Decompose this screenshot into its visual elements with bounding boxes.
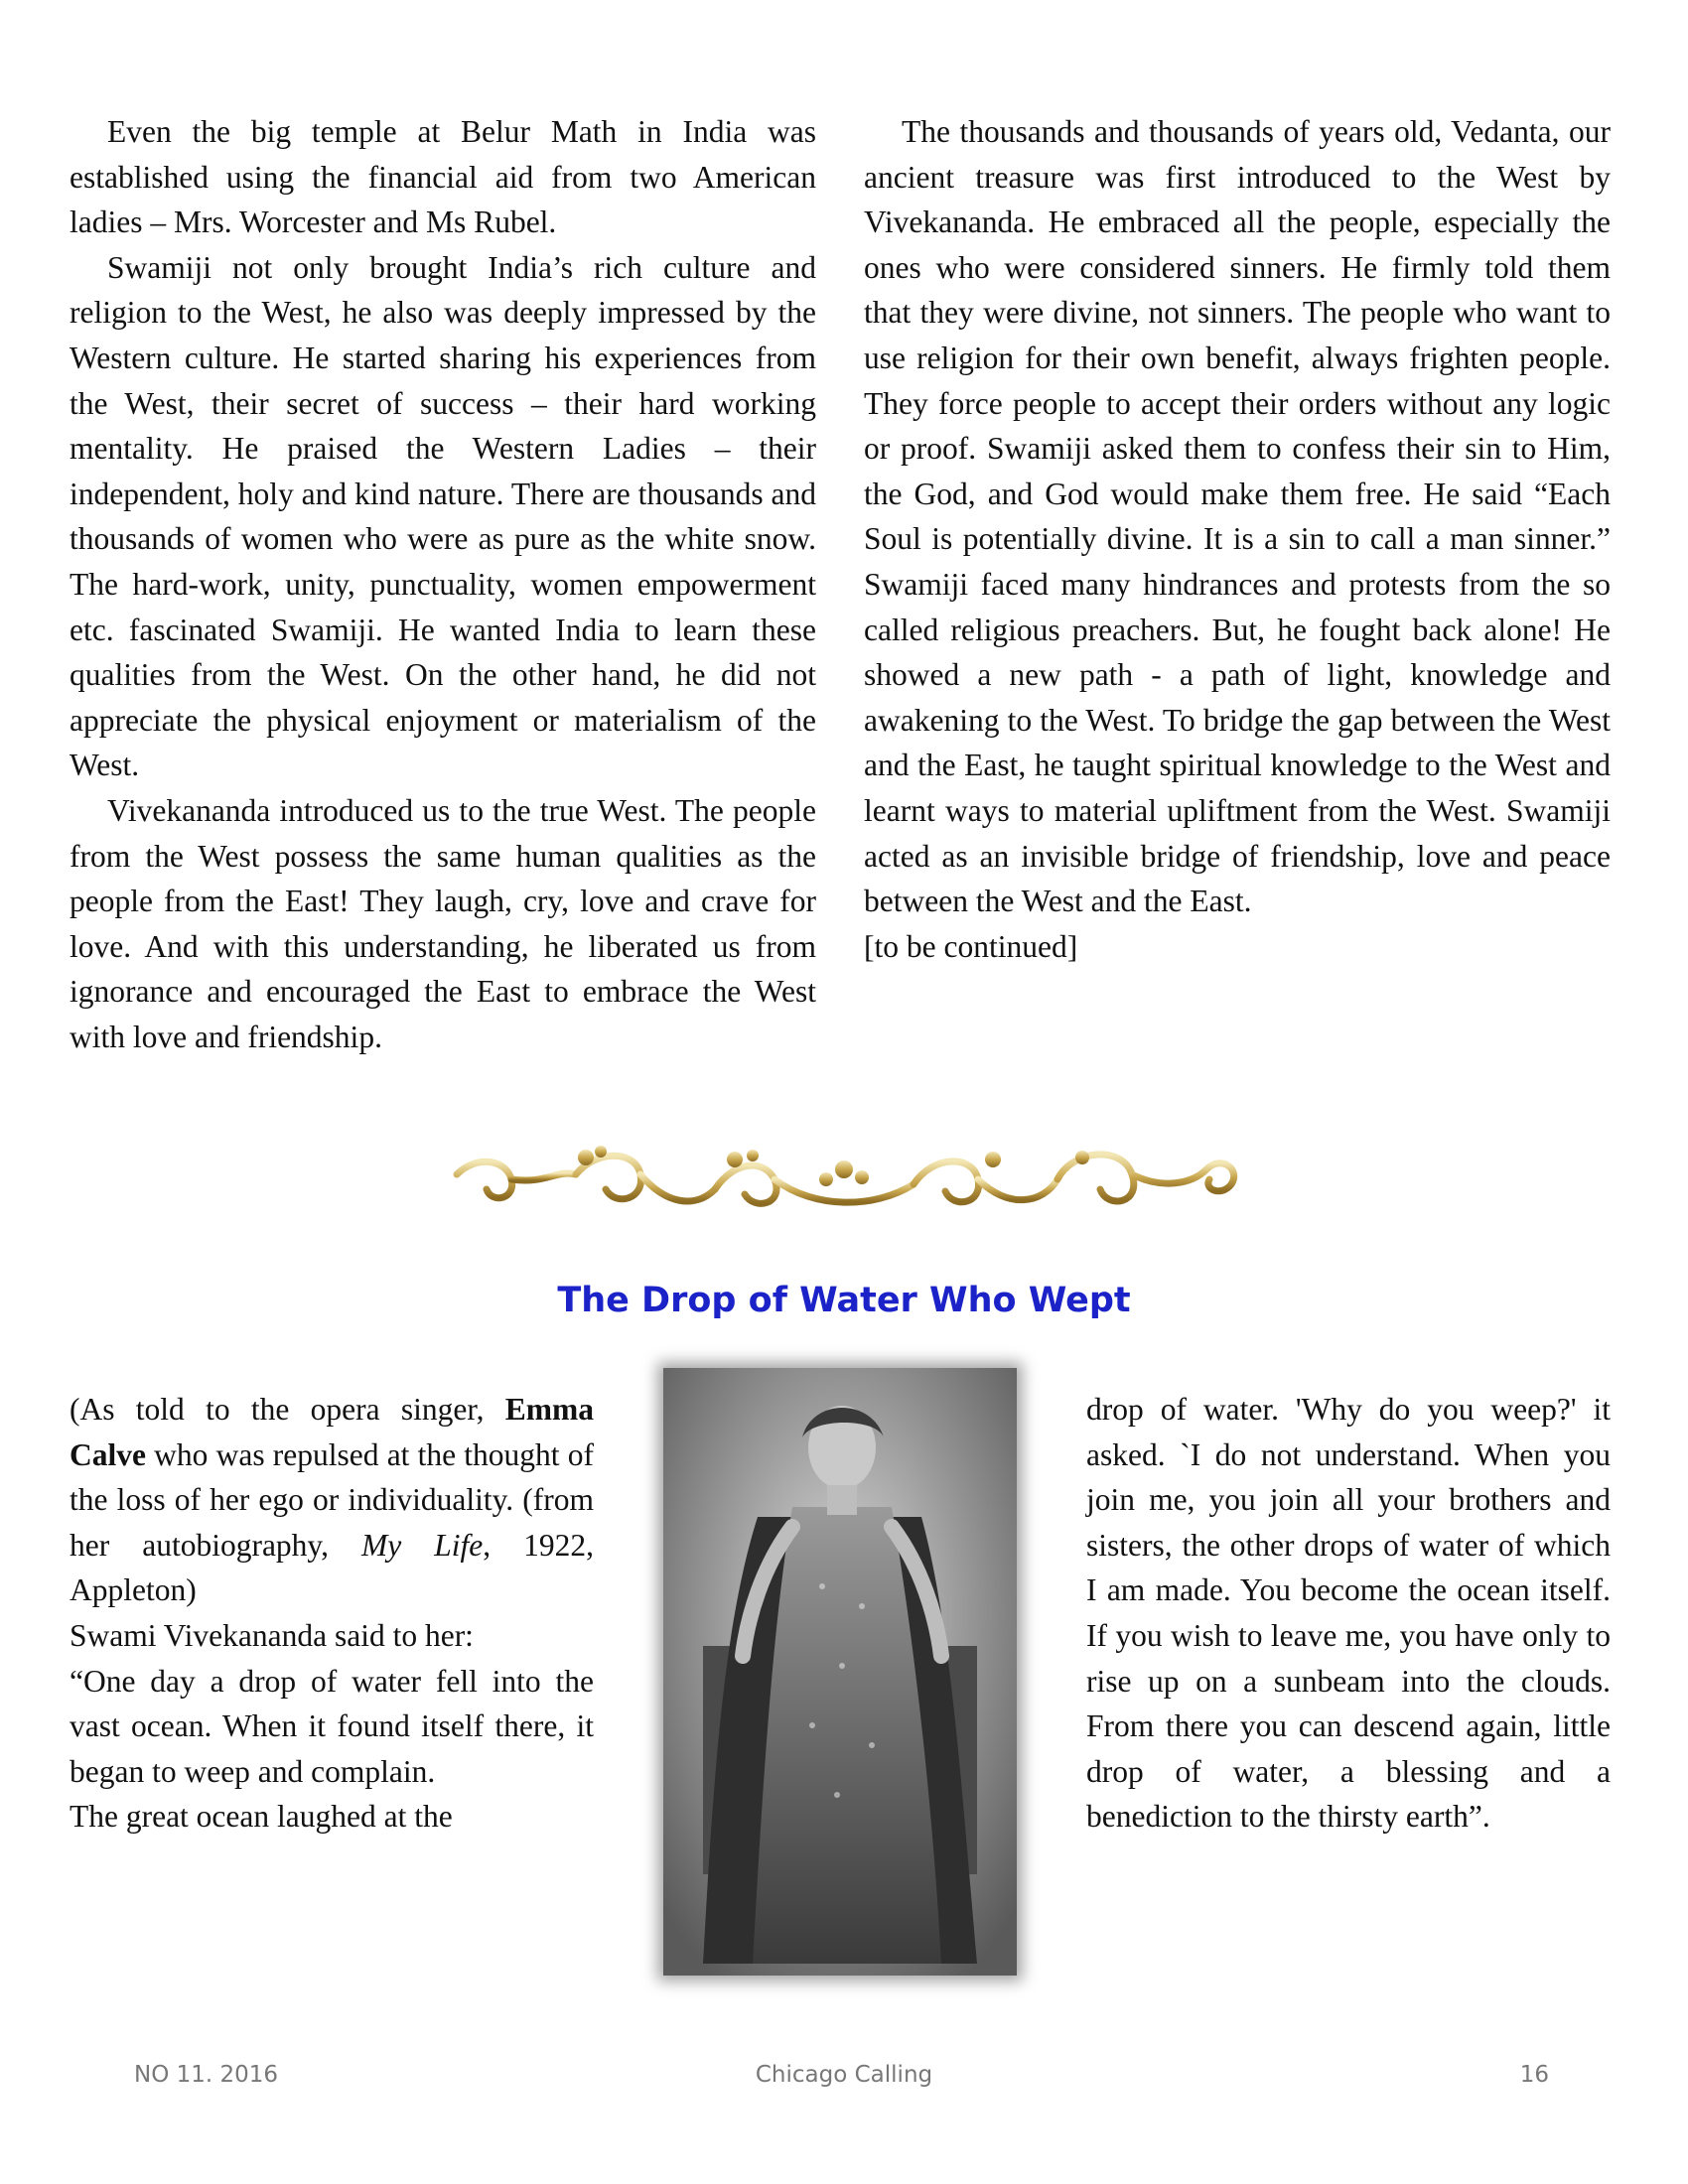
footer-page-number: 16 xyxy=(1519,2062,1549,2088)
portrait-photo-image xyxy=(663,1368,1017,1976)
footer-issue: NO 11. 2016 xyxy=(134,2062,279,2088)
article-columns xyxy=(70,109,1611,1059)
story-left-column xyxy=(70,1387,594,1840)
article-paragraph: Swamiji not only brought India’s rich culture and religion to the West, he also was deeply impressed by the Western culture. He started sharing his experiences from the West, their secret of success – their hard working mentality. He praised the Western Ladies – their independent, holy and kind nature. There are thousands and thousands of women who were as pure as the white snow. The hard-work, unity, punctuality, women empowerment etc. fascinated Swamiji. He wanted India to learn these qualities from the West. On the other hand, he did not appreciate the physical enjoyment or materialism of the West. xyxy=(70,249,816,783)
continued-note: [to be continued] xyxy=(864,928,1078,964)
article-paragraph: The thousands and thousands of years old, Vedanta, our ancient treasure was first introduced to the West by Vivekananda. He embraced all the people, especially the ones who were considered sinners. He firmly told them that they were divine, not sinners. The people who want to use religion for their own benefit, always frighten people. They force people to accept their orders without any logic or proof. Swamiji asked them to confess their sin to Him, the God, and God would make them free. He said “Each Soul is potentially divine. It is a sin to call a man sinner.” Swamiji faced many hindrances and protests from the so called religious preachers. But, he fought back alone! He showed a new path - a path of light, knowledge and awakening to the West. To bridge the gap between the West and the East, he taught spiritual knowledge to the West and learnt ways to material upliftment from the West. Swamiji acted as an invisible bridge of friendship, love and peace between the West and the East. xyxy=(864,114,1611,919)
intro-mid: who was repulsed at the thought of the loss of her ego or individuality. (from her autobiography, xyxy=(70,1436,594,1563)
said-line: Swami Vivekananda said to her: xyxy=(70,1617,474,1653)
intro-prefix: (As told to the opera singer, xyxy=(70,1392,505,1427)
story-paragraph: drop of water. 'Why do you weep?' it asked. `I do not understand. When you join me, you join all your brothers and sisters, the other drops of water of which I am made. You become the ocean itself. If you wish to leave me, you have only to rise up on a sunbeam into the clouds. From there you can descend again, little drop of water, a blessing and a benediction to the thirsty earth”. xyxy=(1086,1392,1611,1835)
footer-publication: Chicago Calling xyxy=(755,2062,933,2088)
portrait-illustration xyxy=(663,1368,1017,1976)
intro-name: Emma Calve xyxy=(70,1392,594,1472)
article-paragraph: Even the big temple at Belur Math in India was established using the financial aid from two American ladies – Mrs. Worcester and Ms Rubel. xyxy=(70,114,816,240)
story-intro xyxy=(70,1387,594,1613)
article-left-column xyxy=(70,109,816,1059)
story-title: The Drop of Water Who Wept xyxy=(557,1281,1131,1320)
article-right-column xyxy=(864,109,1611,1059)
story-paragraph: “One day a drop of water fell into the vast ocean. When it found itself there, it began to weep and complain. xyxy=(70,1663,594,1789)
ornamental-divider-image xyxy=(437,1130,1251,1229)
story-paragraph: The great ocean laughed at the xyxy=(70,1799,453,1835)
intro-suffix: , 1922, Appleton) xyxy=(70,1527,594,1608)
article-paragraph: Vivekananda introduced us to the true West. The people from the West possess the same human qualities as the people from the East! They laugh, cry, love and crave for love. And with this understanding, he liberated us from ignorance and encouraged the East to embrace the West with love and friendship. xyxy=(70,792,816,1054)
intro-book-title: My Life xyxy=(361,1527,484,1563)
story-right-column xyxy=(1086,1387,1611,1840)
